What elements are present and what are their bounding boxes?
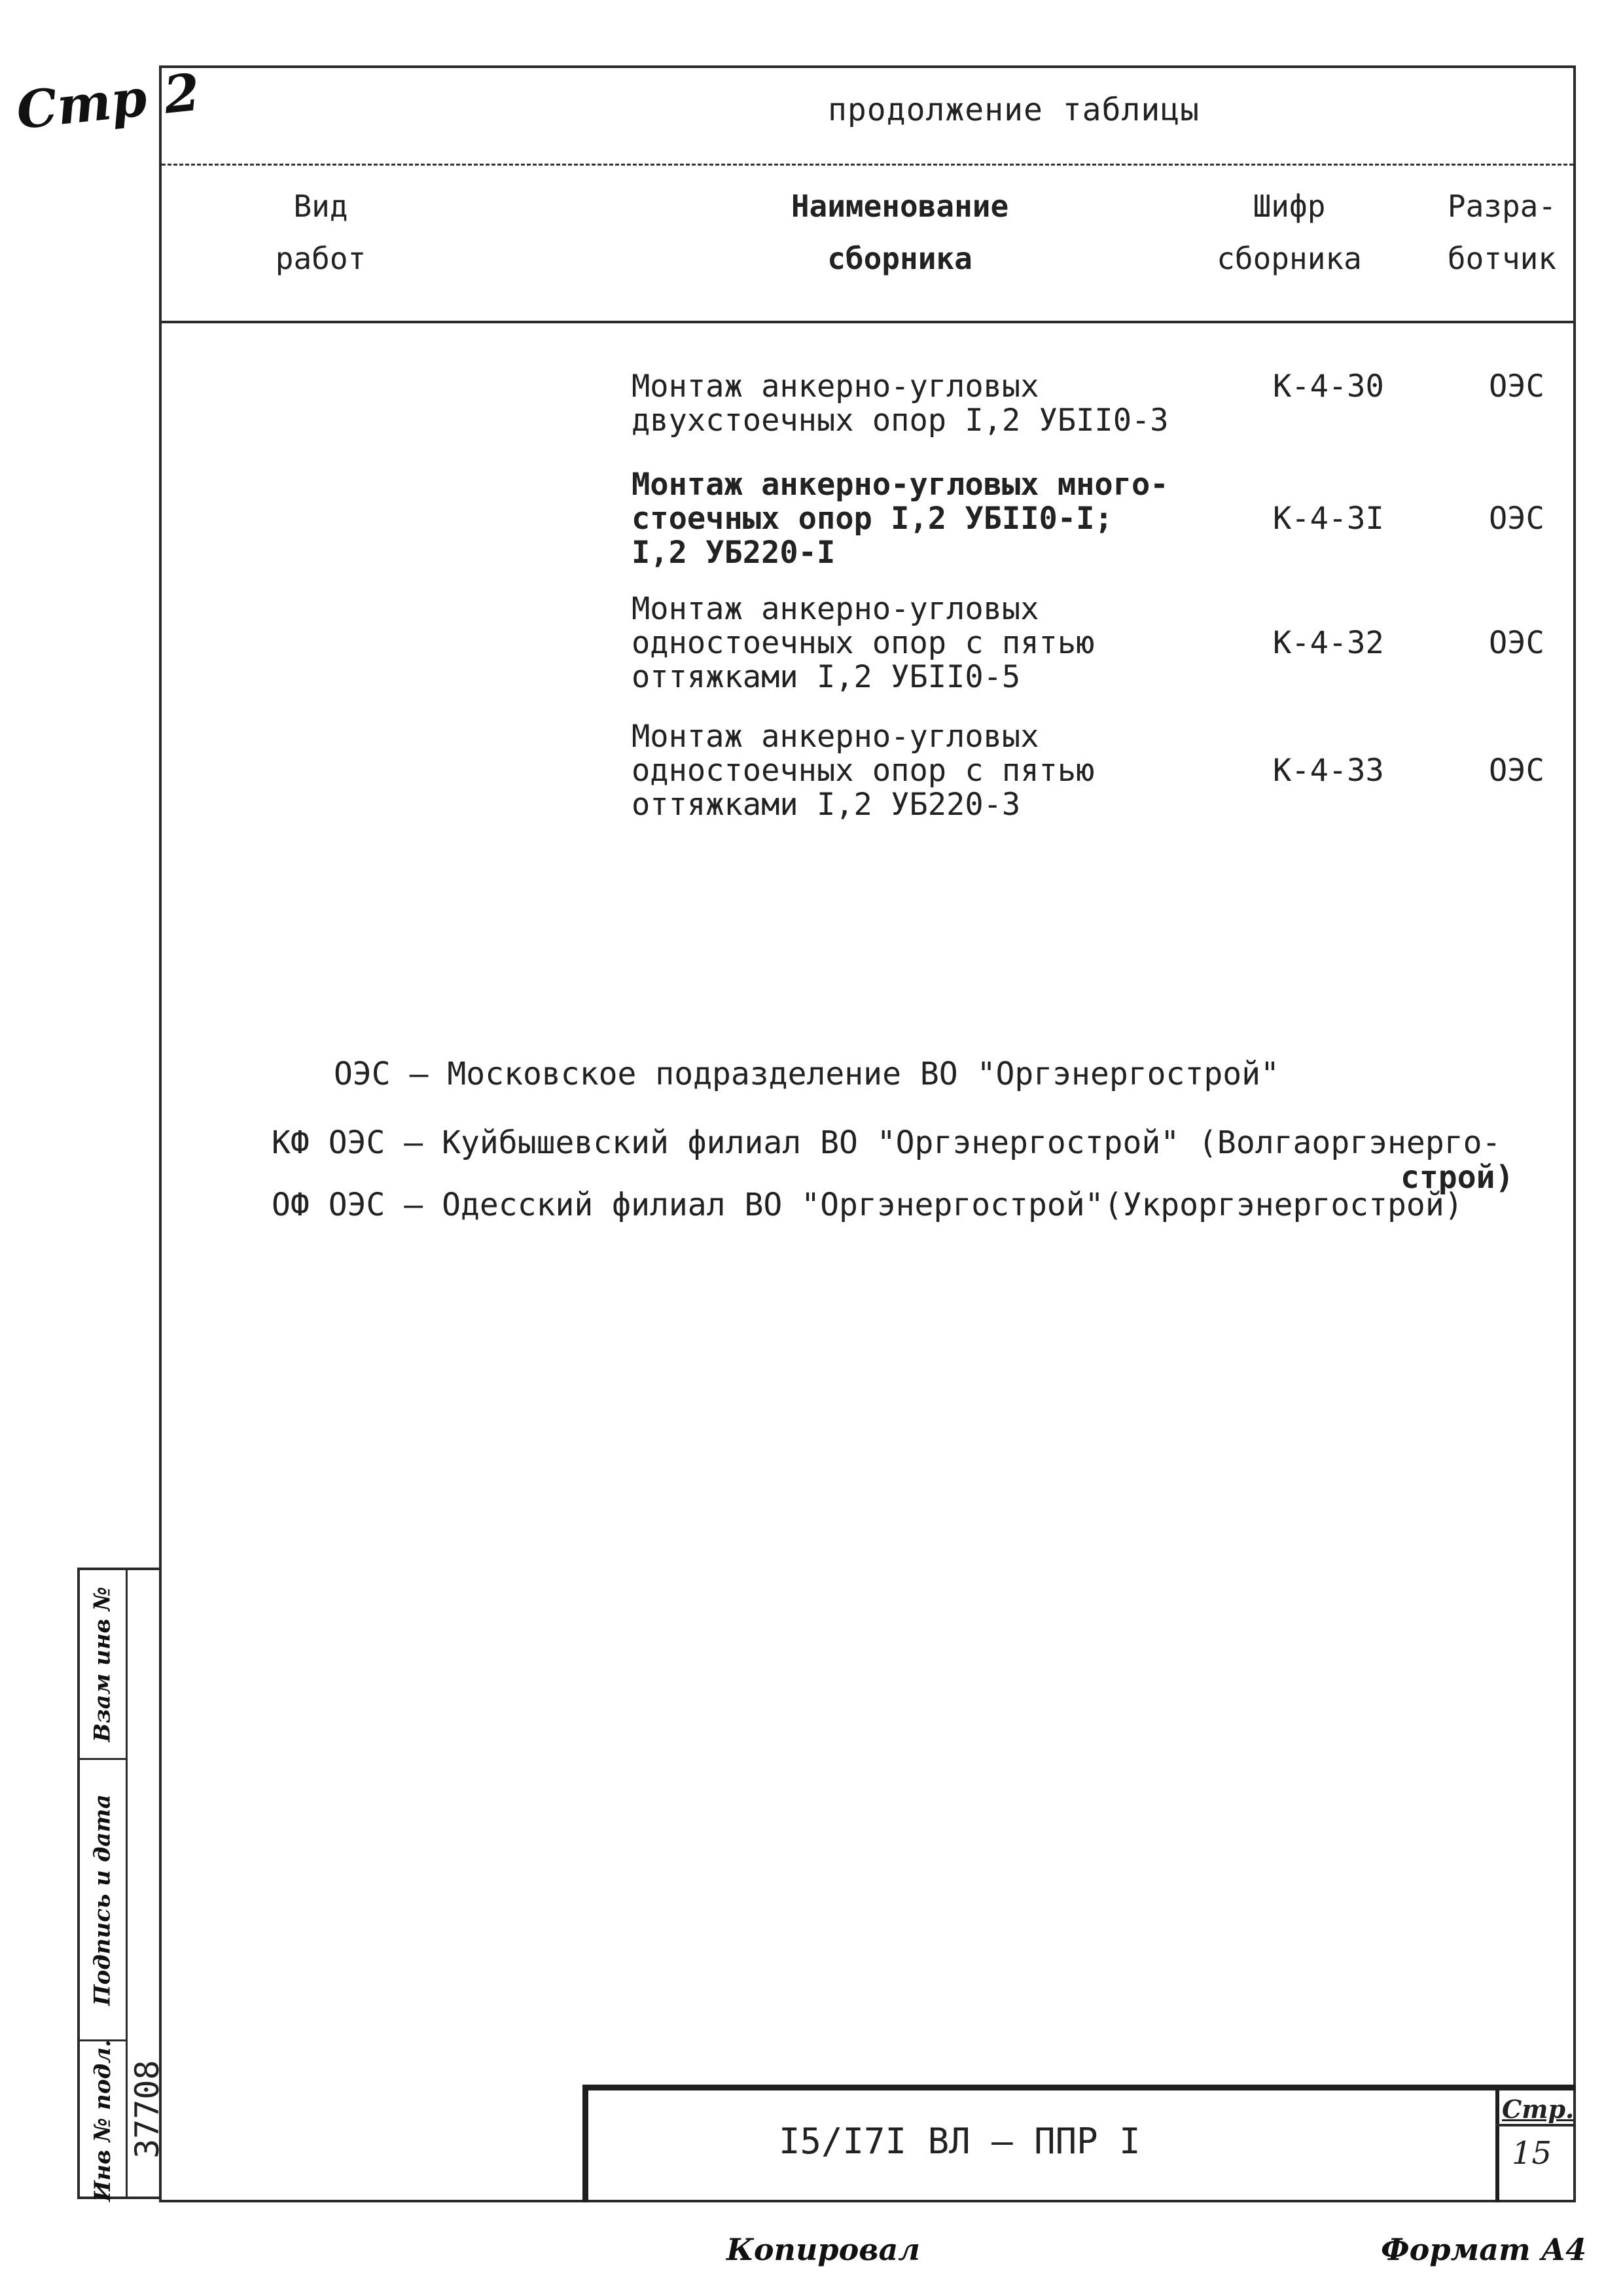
footer-copied-by: Копировал: [726, 2232, 920, 2267]
sheet-label: Стр.: [1502, 2094, 1575, 2124]
row-collection-name: Монтаж анкерно-угловых одностоечных опор с пятью оттяжками I,2 УБ220-3: [632, 719, 1095, 823]
sheet-box-divider: [1495, 2124, 1576, 2126]
legend-entry: [272, 1122, 1501, 1163]
legend-abbr: ОЭС: [334, 1056, 391, 1092]
legend-text: – Одесский филиал ВО "Оргэнергострой"(Укроргэнергострой): [404, 1187, 1463, 1223]
col-header-developer: Разра- ботчик: [1447, 188, 1557, 276]
legend-text: – Куйбышевский филиал ВО "Оргэнергострой" (Волгаоргэнерго-: [404, 1124, 1501, 1161]
strip-inventory-column: [126, 1570, 166, 2199]
row-collection-code: К-4-30: [1273, 368, 1384, 404]
table-continuation-heading: продолжение таблицы: [828, 92, 1200, 128]
legend-continuation: строй): [1400, 1159, 1514, 1196]
legend-abbr: ОФ ОЭС: [272, 1187, 385, 1223]
strip-cell-original-inv: Инв № подл.: [90, 2039, 116, 2202]
row-collection-name: Монтаж анкерно-угловых одностоечных опор с пятью оттяжками I,2 УБII0-5: [632, 591, 1095, 695]
row-collection-name: Монтаж анкерно-угловых много- стоечных опор I,2 УБII0-I; I,2 УБ220-I: [632, 467, 1169, 571]
col-header-collection-name: Наименование сборника: [791, 188, 1009, 276]
row-developer: ОЭС: [1489, 625, 1544, 661]
inventory-number: 37708: [128, 2060, 166, 2159]
footer-format: Формат А4: [1381, 2232, 1587, 2267]
row-developer: ОЭС: [1489, 753, 1544, 789]
legend-entry: [272, 1185, 1463, 1225]
header-bottom-rule: [162, 321, 1573, 323]
row-developer: ОЭС: [1489, 501, 1544, 537]
sheet-number: 15: [1512, 2135, 1552, 2172]
strip-cell-signature-date: Подпись и дата: [80, 1760, 126, 2041]
strip-cell-replacement-inv: Взам инв №: [80, 1570, 126, 1760]
left-sign-strip: [77, 1568, 166, 2202]
col-header-work-type: Вид работ: [275, 188, 366, 276]
row-collection-code: К-4-3I: [1273, 501, 1384, 537]
col-header-collection-code: Шифр сборника: [1217, 188, 1362, 276]
row-collection-code: К-4-32: [1273, 625, 1384, 661]
legend-abbr: КФ ОЭС: [272, 1124, 385, 1161]
corner-handwritten-mark: Стр 2: [14, 62, 203, 141]
row-collection-code: К-4-33: [1273, 753, 1384, 789]
legend-text: – Московское подразделение ВО "Оргэнергострой": [409, 1056, 1279, 1092]
row-collection-name: Монтаж анкерно-угловых двухстоечных опор I,2 УБII0-3: [632, 368, 1169, 439]
row-developer: ОЭС: [1489, 368, 1544, 404]
document-code: I5/I7I ВЛ – ППР I: [779, 2121, 1141, 2162]
legend-entry: [334, 1054, 1279, 1094]
header-top-rule: [162, 164, 1573, 166]
